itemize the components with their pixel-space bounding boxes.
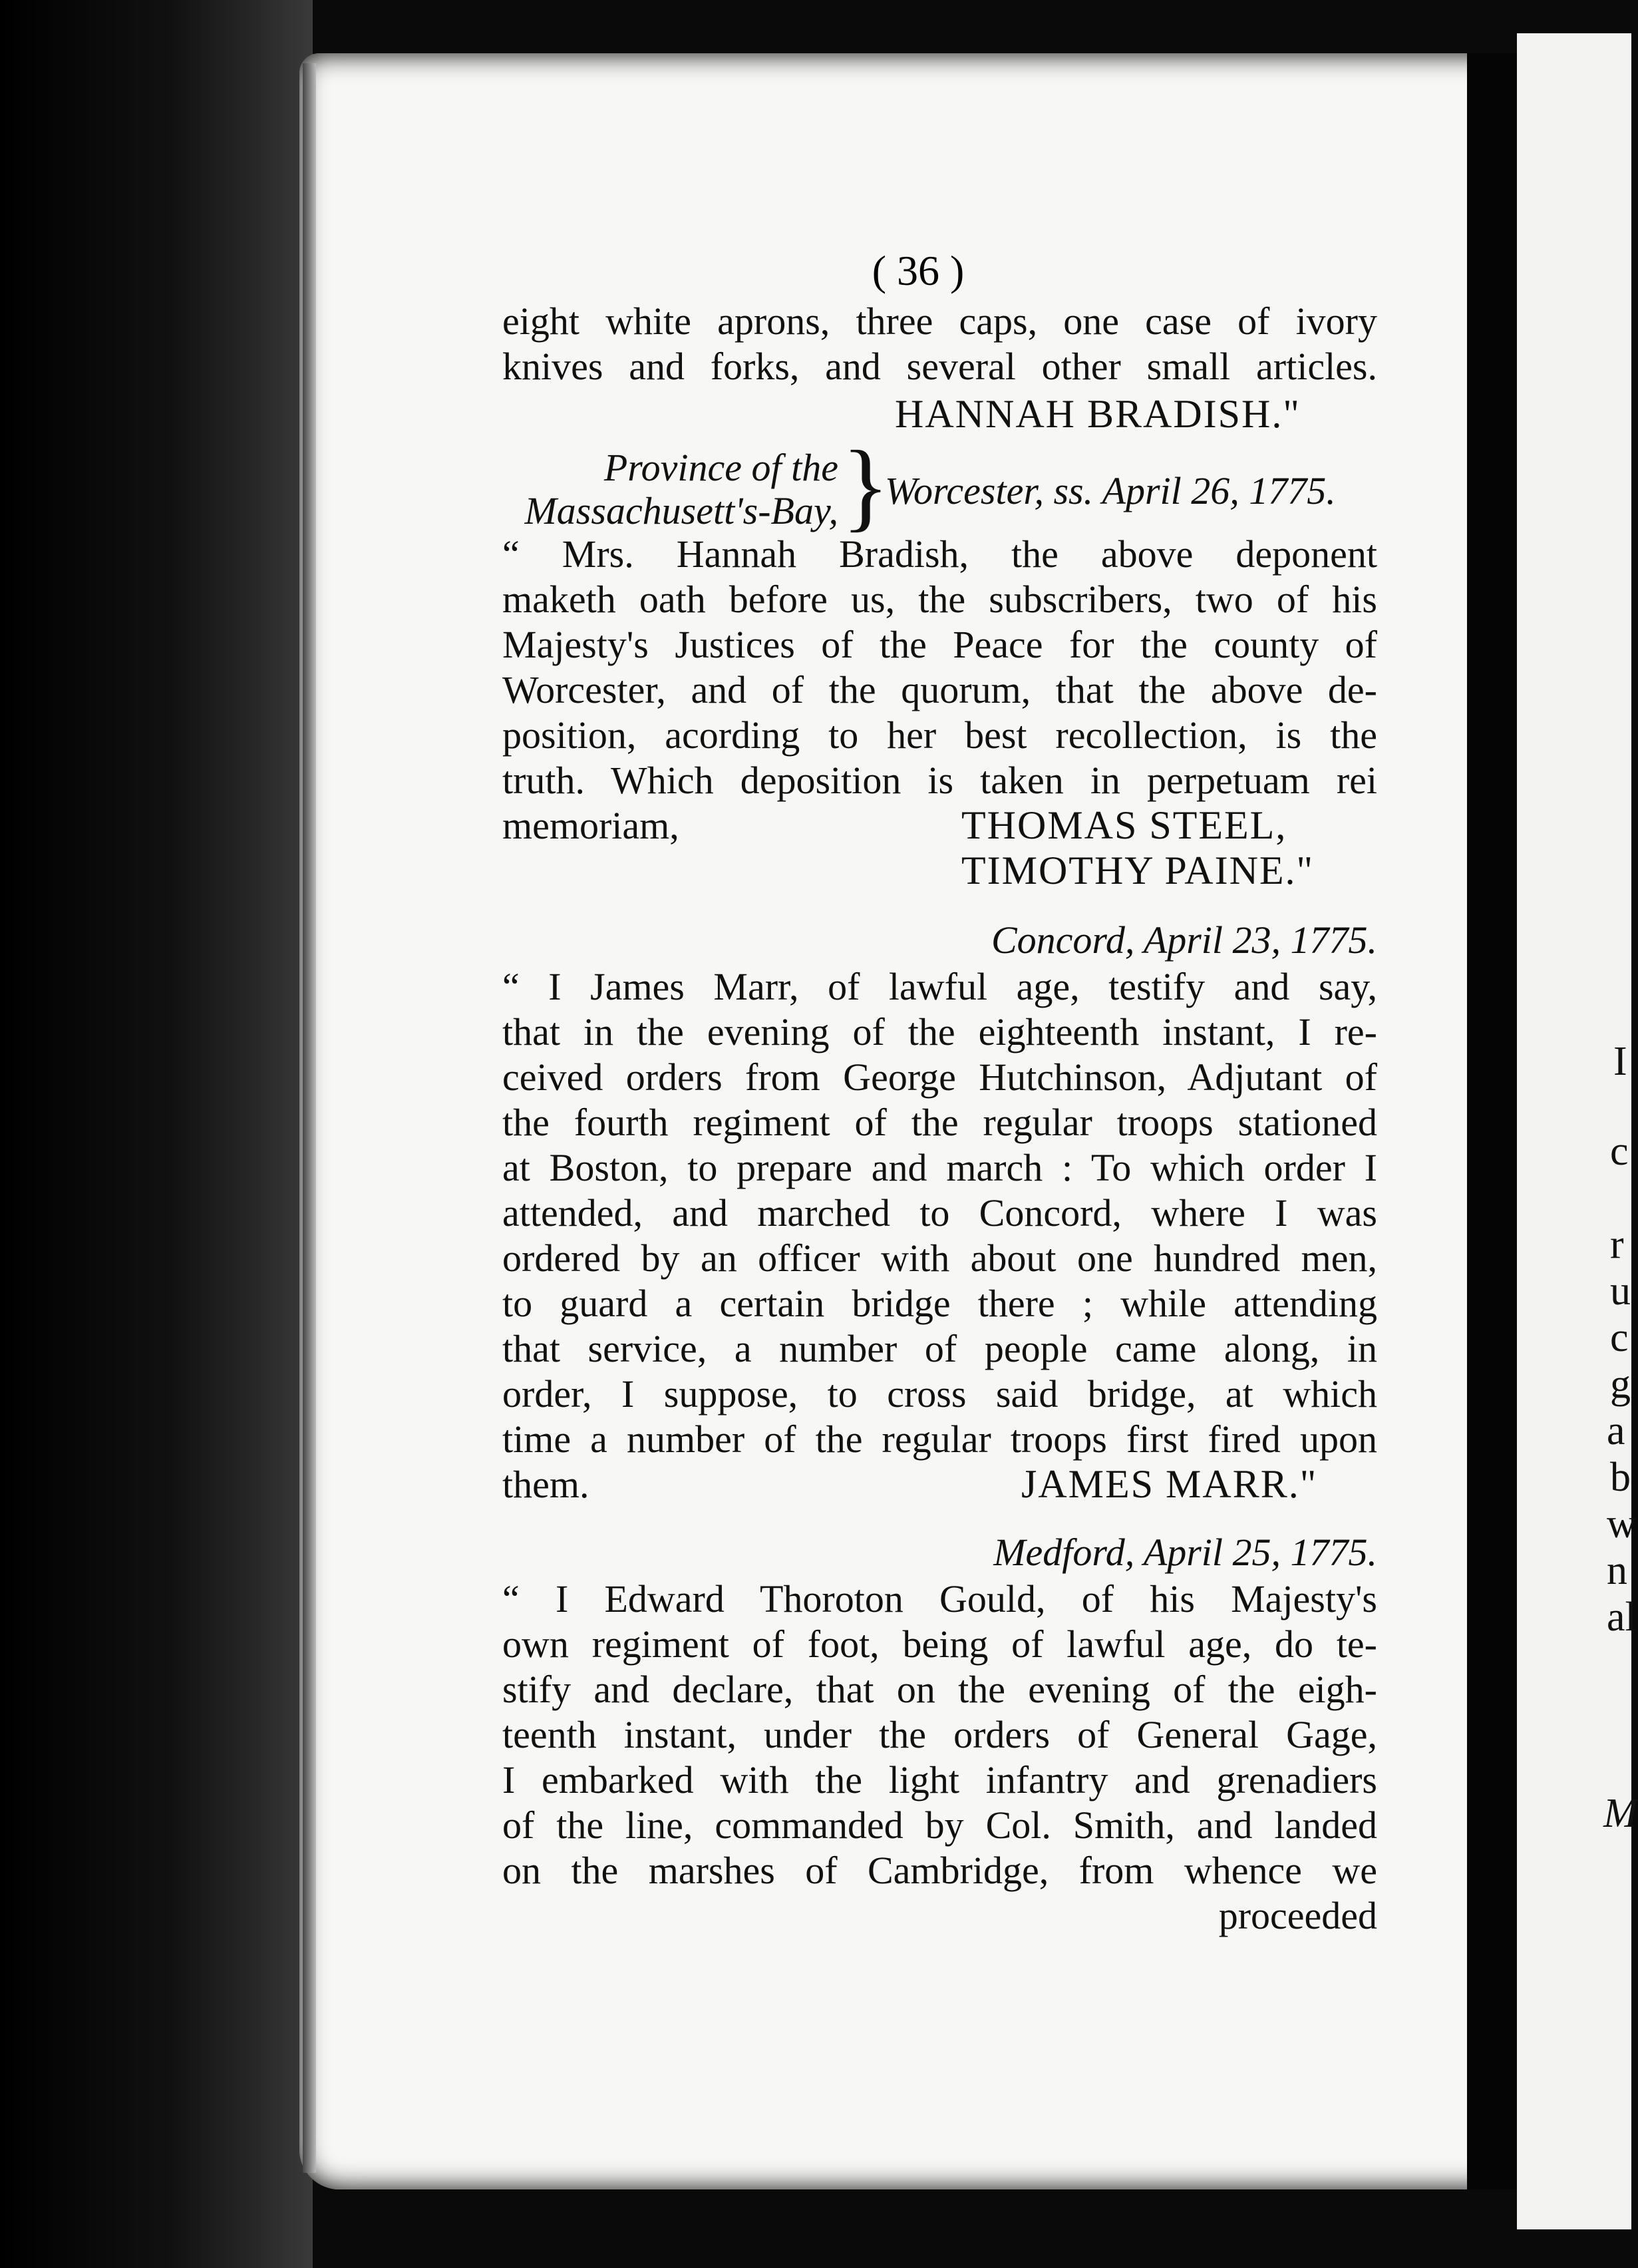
text-line: “ Mrs. Hannah Bradish, the above deponent [502, 532, 1377, 576]
text-line: them. [502, 1463, 589, 1506]
signature-timothy-paine: TIMOTHY PAINE." [961, 849, 1315, 892]
text-line: eight white aprons, three caps, one case of ivory [502, 299, 1377, 343]
dateline-concord: Concord, April 23, 1775. [991, 918, 1377, 962]
right-page-letter: a [1607, 1408, 1625, 1453]
page-edge-shadow [303, 63, 316, 2173]
signature-james-marr: JAMES MARR." [1021, 1462, 1318, 1506]
text-line: at Boston, to prepare and march : To which order I [502, 1146, 1377, 1189]
gutter [1467, 53, 1517, 2189]
right-page-letter: I [1613, 1039, 1627, 1084]
right-page-letter: g [1610, 1362, 1631, 1407]
right-page-letter: c [1610, 1315, 1629, 1360]
right-page-letter: b [1610, 1455, 1631, 1500]
text-line: time a number of the regular troops first fired upon [502, 1418, 1377, 1461]
text-line: Majesty's Justices of the Peace for the county of [502, 623, 1377, 666]
text-line: ordered by an officer with about one hundred men, [502, 1236, 1377, 1280]
page-right-fragment [1517, 33, 1638, 2229]
right-page-letter: c [1610, 1129, 1629, 1174]
text-line: own regiment of foot, being of lawful age, do te- [502, 1622, 1377, 1666]
page-number: ( 36 ) [872, 247, 965, 294]
right-page-letter: M [1603, 1791, 1638, 1836]
text-line: that in the evening of the eighteenth instant, I re- [502, 1010, 1377, 1053]
text-line: order, I suppose, to cross said bridge, at which [502, 1372, 1377, 1416]
right-page-letter: r [1610, 1222, 1624, 1267]
right-page-letter: n [1607, 1548, 1627, 1593]
right-page-letter: u [1610, 1268, 1631, 1314]
text-line: ceived orders from George Hutchinson, Adjutant of [502, 1055, 1377, 1099]
jurat-venue-date: Worcester, ss. April 26, 1775. [885, 469, 1336, 512]
text-line: “ I Edward Thoroton Gould, of his Majesty's [502, 1577, 1377, 1620]
jurat-brace: } [842, 431, 890, 541]
text-line: I embarked with the light infantry and grenadiers [502, 1758, 1377, 1801]
text-line: “ I James Marr, of lawful age, testify and say, [502, 965, 1377, 1008]
text-line: to guard a certain bridge there ; while attending [502, 1282, 1377, 1325]
text-line: of the line, commanded by Col. Smith, and landed [502, 1803, 1377, 1847]
signature-hannah-bradish: HANNAH BRADISH." [895, 392, 1301, 436]
text-line: maketh oath before us, the subscribers, two of his [502, 578, 1377, 621]
text-line: attended, and marched to Concord, where I was [502, 1191, 1377, 1234]
text-line: on the marshes of Cambridge, from whence we [502, 1849, 1377, 1892]
signature-thomas-steel: THOMAS STEEL, [961, 803, 1287, 847]
catchword: proceeded [1218, 1894, 1377, 1937]
text-line: stify and declare, that on the evening of the eigh- [502, 1668, 1377, 1711]
text-line: Worcester, and of the quorum, that the above de- [502, 668, 1377, 711]
right-page-letter: w [1607, 1501, 1637, 1547]
text-line: knives and forks, and several other small articles. [502, 345, 1377, 388]
text-line: truth. Which deposition is taken in perpetuam rei [502, 759, 1377, 802]
text-line: teenth instant, under the orders of General Gage, [502, 1713, 1377, 1756]
jurat-colony: Massachusett's-Bay, [524, 489, 838, 532]
text-line: the fourth regiment of the regular troops stationed [502, 1101, 1377, 1144]
dateline-medford: Medford, April 25, 1775. [993, 1531, 1377, 1574]
text-line: memoriam, [502, 804, 679, 847]
text-line: position, acording to her best recollection, is the [502, 713, 1377, 757]
book-spine [0, 0, 313, 2268]
right-page-letter: al [1607, 1595, 1637, 1640]
jurat-province: Province of the [603, 446, 838, 489]
text-line: that service, a number of people came along, in [502, 1327, 1377, 1370]
